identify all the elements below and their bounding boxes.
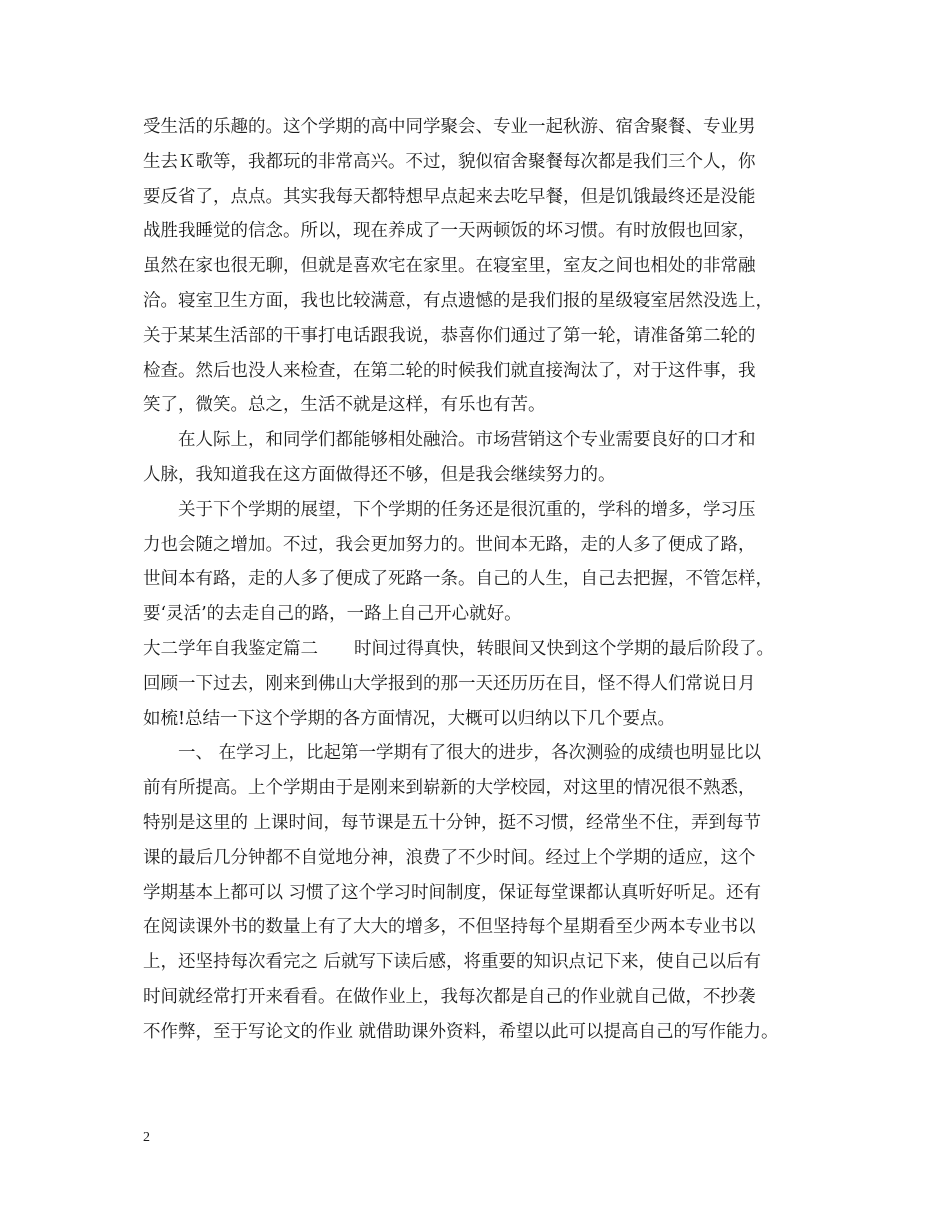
line-text: 上，还坚持每次看完之 后就写下读后感，将重要的知识点记下来，使自己以后有 [143,952,762,973]
text-line [143,667,823,702]
text-line [143,736,823,771]
text-line [143,388,823,423]
line-text: 不作弊，至于写论文的作业 就借助课外资料，希望以此可以提高自己的写作能力。 [143,1021,779,1042]
line-text: 课的最后几分钟都不自觉地分神，浪费了不少时间。经过上个学期的适应，这个 [143,847,756,868]
text-line [143,284,823,319]
text-line [143,110,823,145]
line-text: 洽。寝室卫生方面，我也比较满意，有点遗憾的是我们报的星级寝室居然没选上， [143,290,773,311]
line-text: 要反省了，点点。其实我每天都特想早点起来去吃早餐，但是饥饿最终还是没能 [143,186,756,207]
line-text: 人脉，我知道我在这方面做得还不够，但是我会继续努力的。 [143,464,616,485]
line-text: 力也会随之增加。不过，我会更加努力的。世间本无路，走的人多了便成了路， [143,534,756,555]
text-line [143,249,823,284]
line-text: 生去Ｋ歌等，我都玩的非常高兴。不过，貌似宿舍聚餐每次都是我们三个人，你 [143,151,756,172]
line-text: 检查。然后也没人来检查，在第二轮的时候我们就直接淘汰了，对于这件事，我 [143,360,756,381]
text-line [143,214,823,249]
line-text: 如梳!总结一下这个学期的各方面情况，大概可以归纳以下几个要点。 [143,708,676,729]
section-heading: 大二学年自我鉴定篇二 [143,638,318,659]
text-line [143,528,823,563]
text-line [143,354,823,389]
text-line [143,771,823,806]
text-line [143,597,823,632]
line-text: 在阅读课外书的数量上有了大大的增多，不但坚持每个星期看至少两本专业书以 [143,917,756,938]
text-line [143,841,823,876]
text-line [143,632,823,667]
line-text: 特别是这里的 上课时间，每节课是五十分钟，挺不习惯，经常坐不住，弄到每节 [143,812,762,833]
line-text: 回顾一下过去，刚来到佛山大学报到的那一天还历历在目，怪不得人们常说日月 [143,673,756,694]
text-line [143,702,823,737]
line-text: 受生活的乐趣的。这个学期的高中同学聚会、专业一起秋游、宿舍聚餐、专业男 [143,117,756,137]
text-line [143,910,823,945]
text-line [143,876,823,911]
text-line [143,319,823,354]
text-line [143,180,823,215]
line-text: 虽然在家也很无聊，但就是喜欢宅在家里。在寝室里，室友之间也相处的非常融 [143,256,756,277]
line-text: 世间本有路，走的人多了便成了死路一条。自己的人生，自己去把握，不管怎样， [143,569,773,590]
text-line [143,980,823,1015]
body-text [143,110,823,1050]
line-text: 时间就经常打开来看看。在做作业上，我每次都是自己的作业就自己做，不抄袭 [143,986,756,1007]
line-text: 前有所提高。上个学期由于是刚来到崭新的大学校园，对这里的情况很不熟悉， [143,778,756,799]
line-text: 学期基本上都可以 习惯了这个学习时间制度，保证每堂课都认真听好听足。还有 [143,882,762,903]
text-line [143,806,823,841]
text-line [143,145,823,180]
line-text: 在人际上，和同学们都能够相处融洽。市场营销这个专业需要良好的口才和 [178,430,756,451]
line-text: 关于某某生活部的干事打电话跟我说，恭喜你们通过了第一轮，请准备第二轮的 [143,325,756,346]
line-text: 要‘灵活’的去走自己的路，一路上自己开心就好。 [143,604,522,625]
text-line [143,1015,823,1050]
text-line [143,423,823,458]
line-text: 一、 在学习上，比起第一学期有了很大的进步，各次测验的成绩也明显比以 [178,743,762,764]
text-line [143,562,823,597]
text-line [143,945,823,980]
line-text: 关于下个学期的展望，下个学期的任务还是很沉重的，学科的增多，学习压 [178,499,756,520]
text-line [143,493,823,528]
text-line [143,458,823,493]
line-text: 笑了，微笑。总之，生活不就是这样，有乐也有苦。 [143,395,546,416]
page-number: 2 [143,1130,150,1145]
line-text: 时间过得真快，转眼间又快到这个学期的最后阶段了。 [354,638,774,659]
line-text: 战胜我睡觉的信念。所以，现在养成了一天两顿饭的坏习惯。有时放假也回家， [143,221,756,242]
